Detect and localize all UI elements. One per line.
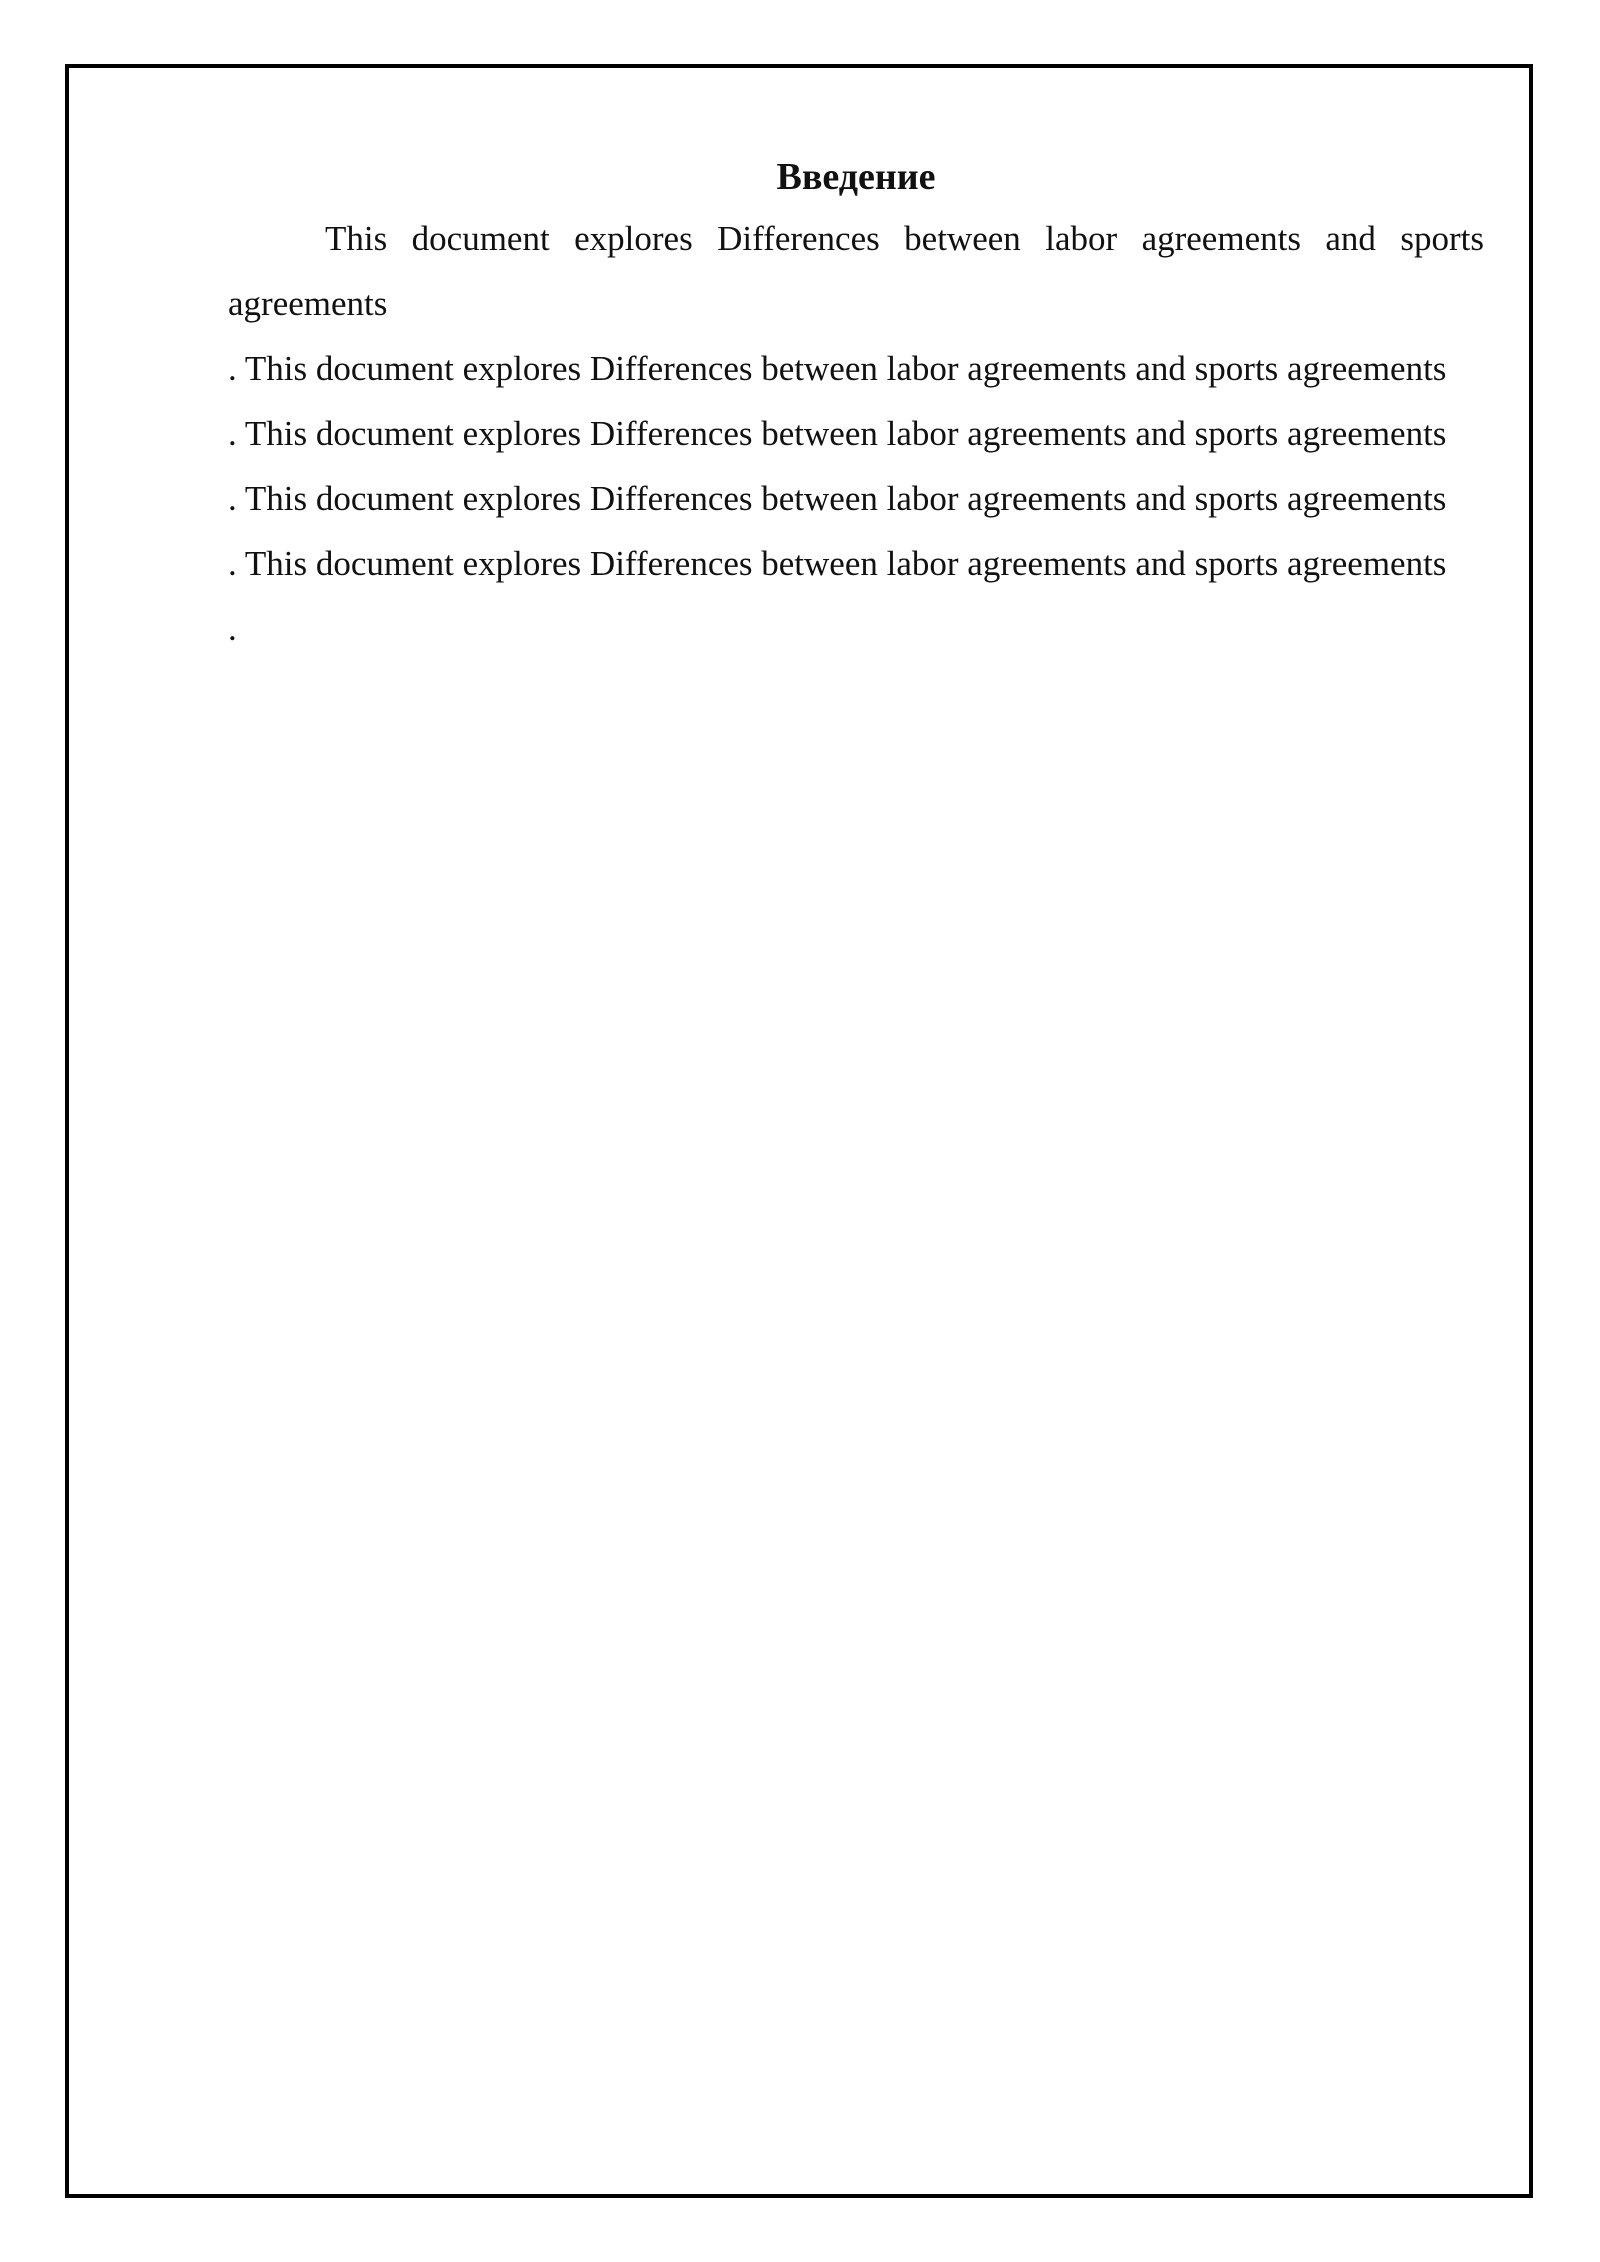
paragraph: . This document explores Differences between labor agreements and sports agreements: [228, 544, 1447, 583]
page-title: Введение: [776, 156, 936, 198]
paragraph: . This document explores Differences between labor agreements and sports agreements: [228, 479, 1447, 518]
paragraph: This document explores Differences between labor agreements and sports agreements: [228, 219, 1484, 323]
paragraph: . This document explores Differences between labor agreements and sports agreements: [228, 414, 1447, 453]
document-body: [228, 148, 1484, 661]
trailing-period: .: [228, 609, 237, 648]
paragraph: . This document explores Differences between labor agreements and sports agreements: [228, 349, 1447, 388]
